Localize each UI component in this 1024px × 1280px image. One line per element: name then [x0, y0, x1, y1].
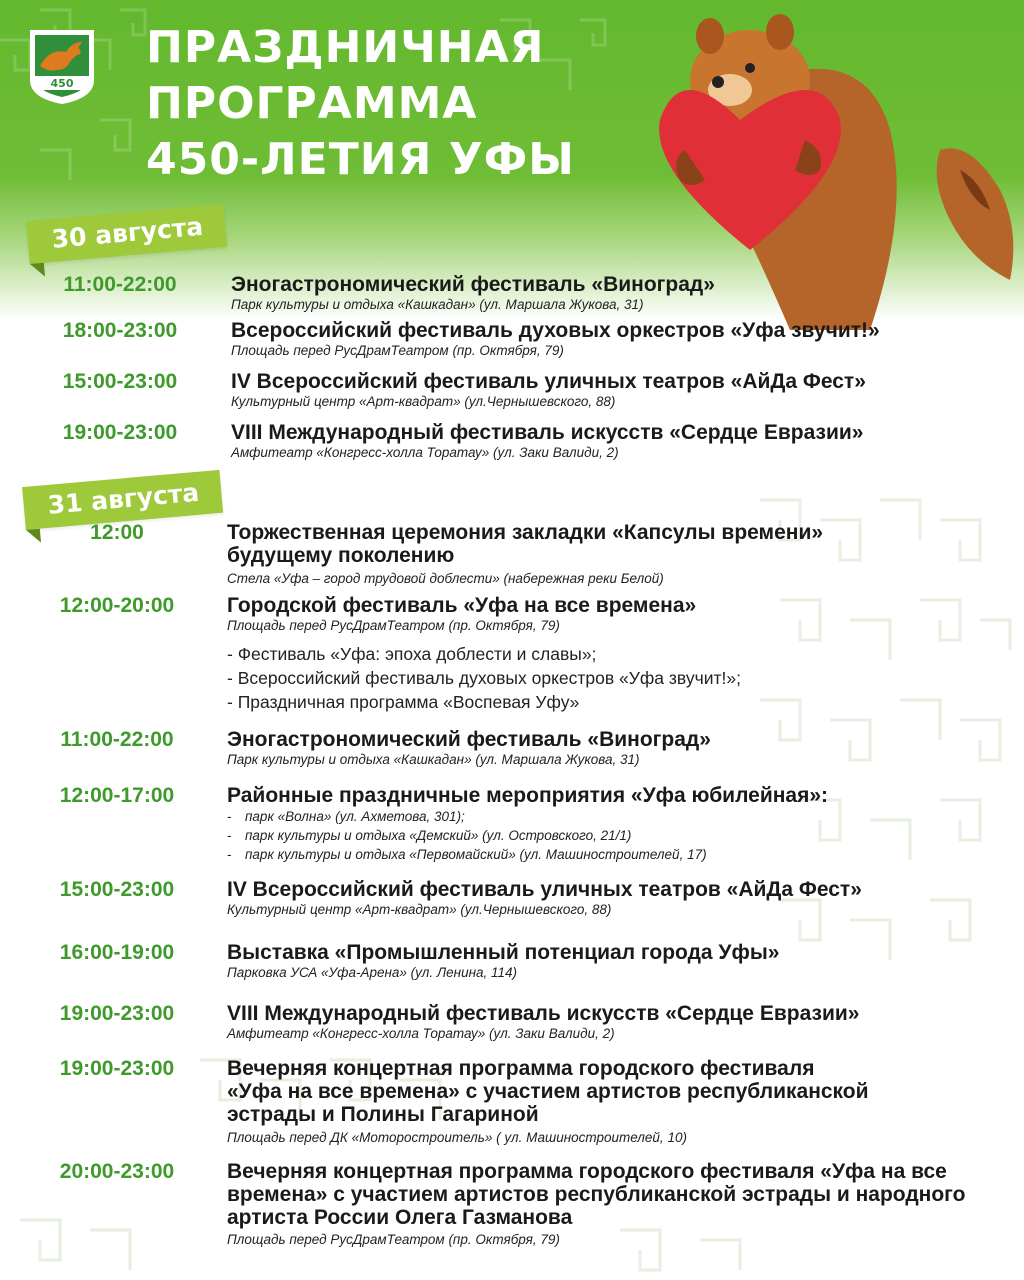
- event-title-line: эстрады и Полины Гагариной: [227, 1103, 539, 1126]
- title-line-1: ПРАЗДНИЧНАЯ: [146, 22, 545, 73]
- event-title: Городской фестиваль «Уфа на все времена»: [227, 594, 697, 617]
- list-item: - Всероссийский фестиваль духовых оркестров «Уфа звучит!»;: [227, 668, 741, 688]
- event-time: 15:00-23:00: [59, 878, 175, 901]
- event-time: 18:00-23:00: [62, 319, 178, 342]
- event-time: 12:00: [90, 521, 144, 544]
- event-time: 19:00-23:00: [59, 1002, 175, 1025]
- event-time: 11:00-22:00: [60, 728, 174, 751]
- event-title-line: Вечерняя концертная программа городского фестиваля «Уфа на все: [227, 1160, 947, 1183]
- event-location: Культурный центр «Арт-квадрат» (ул.Чернышевского, 88): [227, 902, 612, 917]
- event-title-line: будущему поколению: [227, 544, 455, 567]
- event-title: VIII Международный фестиваль искусств «Сердце Евразии»: [231, 421, 864, 444]
- event-time: 15:00-23:00: [62, 370, 178, 393]
- event-location: Площадь перед РусДрамТеатром (пр. Октября, 79): [227, 618, 560, 633]
- event-title-line: Вечерняя концертная программа городского фестиваля: [227, 1057, 815, 1080]
- list-item: - парк культуры и отдыха «Демский» (ул. Островского, 21/1): [227, 828, 632, 843]
- event-location: Площадь перед РусДрамТеатром (пр. Октября, 79): [231, 343, 564, 358]
- ufa-emblem-icon: [26, 26, 98, 106]
- event-title-line: «Уфа на все времена» с участием артистов республиканской: [227, 1080, 869, 1103]
- event-time: 16:00-19:00: [59, 941, 175, 964]
- event-time: 19:00-23:00: [62, 421, 178, 444]
- event-title: VIII Международный фестиваль искусств «Сердце Евразии»: [227, 1002, 860, 1025]
- logo-text: 450: [50, 77, 74, 90]
- event-location: Культурный центр «Арт-квадрат» (ул.Чернышевского, 88): [231, 394, 616, 409]
- event-location: Амфитеатр «Конгресс-холла Торатау» (ул. Заки Валиди, 2): [231, 445, 619, 460]
- page-title: [146, 20, 575, 188]
- event-title: Эногастрономический фестиваль «Виноград»: [227, 728, 711, 751]
- event-title: Эногастрономический фестиваль «Виноград»: [231, 273, 715, 296]
- title-line-3: 450-ЛЕТИЯ УФЫ: [146, 134, 575, 185]
- event-time: 19:00-23:00: [59, 1057, 175, 1080]
- event-title: Всероссийский фестиваль духовых оркестров «Уфа звучит!»: [231, 319, 880, 342]
- event-title: IV Всероссийский фестиваль уличных театров «АйДа Фест»: [227, 878, 862, 901]
- event-title: Выставка «Промышленный потенциал города Уфы»: [227, 941, 780, 964]
- event-location: Парк культуры и отдыха «Кашкадан» (ул. Маршала Жукова, 31): [231, 297, 644, 312]
- event-title-line: времена» с участием артистов республиканской эстрады и народного: [227, 1183, 966, 1206]
- date-ribbon-30: 30 августа: [26, 204, 227, 264]
- event-location: Площадь перед ДК «Моторостроитель» ( ул. Машиностроителей, 10): [227, 1130, 687, 1145]
- event-time: 11:00-22:00: [63, 273, 177, 296]
- event-location: Парк культуры и отдыха «Кашкадан» (ул. Маршала Жукова, 31): [227, 752, 640, 767]
- event-time: 12:00-20:00: [59, 594, 175, 617]
- list-item: - парк «Волна» (ул. Ахметова, 301);: [227, 809, 465, 824]
- event-location: Парковка УСА «Уфа-Арена» (ул. Ленина, 114): [227, 965, 518, 980]
- list-item: - Фестиваль «Уфа: эпоха доблести и славы»;: [227, 644, 597, 664]
- event-title-line: артиста России Олега Газманова: [227, 1206, 573, 1229]
- event-time: 12:00-17:00: [59, 784, 175, 807]
- date-ribbon-31: 31 августа: [22, 470, 223, 530]
- title-line-2: ПРОГРАММА: [146, 78, 478, 129]
- event-location: Амфитеатр «Конгресс-холла Торатау» (ул. Заки Валиди, 2): [227, 1026, 615, 1041]
- event-title: IV Всероссийский фестиваль уличных театров «АйДа Фест»: [231, 370, 866, 393]
- event-location: Стела «Уфа – город трудовой доблести» (набережная реки Белой): [227, 571, 664, 586]
- event-title-line: Торжественная церемония закладки «Капсулы времени»: [227, 521, 824, 544]
- event-title: Районные праздничные мероприятия «Уфа юбилейная»:: [227, 784, 829, 807]
- list-item: - Праздничная программа «Воспевая Уфу»: [227, 692, 580, 712]
- event-location: Площадь перед РусДрамТеатром (пр. Октября, 79): [227, 1232, 560, 1247]
- event-time: 20:00-23:00: [59, 1160, 175, 1183]
- list-item: - парк культуры и отдыха «Первомайский» (ул. Машиностроителей, 17): [227, 847, 707, 862]
